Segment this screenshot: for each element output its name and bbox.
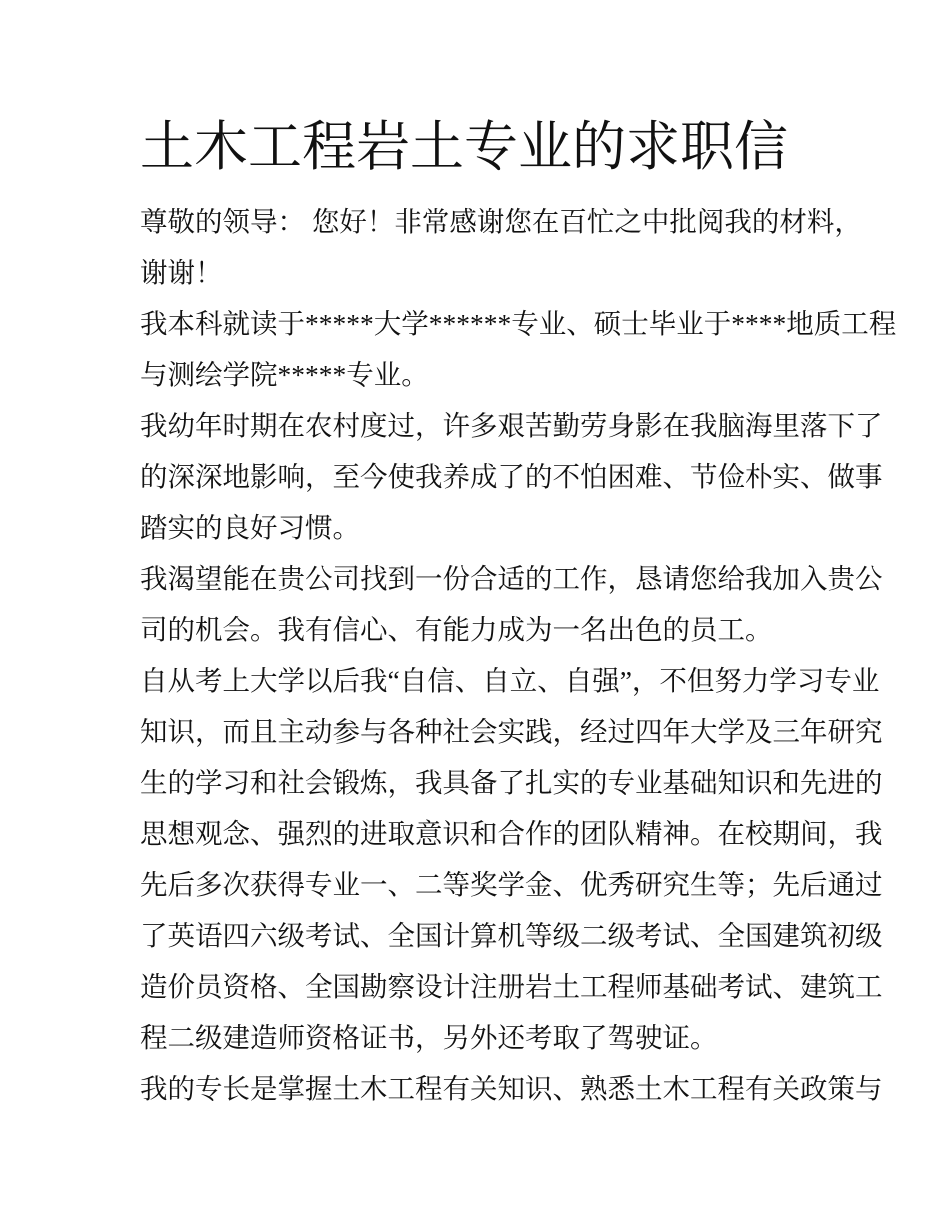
document-body [140,201,897,1119]
text-line: 司的机会。我有信心、有能力成为一名出色的员工。 [140,614,773,645]
text-line: 我的专长是掌握土木工程有关知识、熟悉土木工程有关政策与 [140,1073,883,1104]
text-line: 思想观念、强烈的进取意识和合作的团队精神。在校期间，我 [140,818,883,849]
paragraph [140,660,883,1068]
text-line: 我渴望能在贵公司找到一份合适的工作，恳请您给我加入贵公 [140,563,883,594]
document-title: 土木工程岩土专业的求职信 [140,117,788,177]
text-line: 踏实的良好习惯。 [140,512,360,543]
text-line: 了英语四六级考试、全国计算机等级二级考试、全国建筑初级 [140,920,883,951]
text-line: 造价员资格、全国勘察设计注册岩土工程师基础考试、建筑工 [140,971,883,1002]
text-line: 自从考上大学以后我“自信、自立、自强”，不但努力学习专业 [140,665,880,696]
text-line: 程二级建造师资格证书，另外还考取了驾驶证。 [140,1022,718,1053]
text-line: 尊敬的领导： 您好！非常感谢您在百忙之中批阅我的材料， [140,206,862,237]
text-line: 的深深地影响，至今使我养成了的不怕困难、节俭朴实、做事 [140,461,883,492]
paragraph [140,1068,883,1119]
paragraph [140,558,883,660]
paragraph [140,201,862,303]
paragraph [140,303,897,405]
text-line: 我幼年时期在农村度过，许多艰苦勤劳身影在我脑海里落下了 [140,410,883,441]
text-line: 知识，而且主动参与各种社会实践，经过四年大学及三年研究 [140,716,883,747]
text-line: 先后多次获得专业一、二等奖学金、优秀研究生等；先后通过 [140,869,883,900]
text-line: 生的学习和社会锻炼，我具备了扎实的专业基础知识和先进的 [140,767,883,798]
text-line: 我本科就读于*****大学******专业、硕士毕业于****地质工程 [140,308,897,339]
text-line: 谢谢！ [140,257,223,288]
paragraph [140,405,883,558]
text-line: 与测绘学院*****专业。 [140,359,429,390]
